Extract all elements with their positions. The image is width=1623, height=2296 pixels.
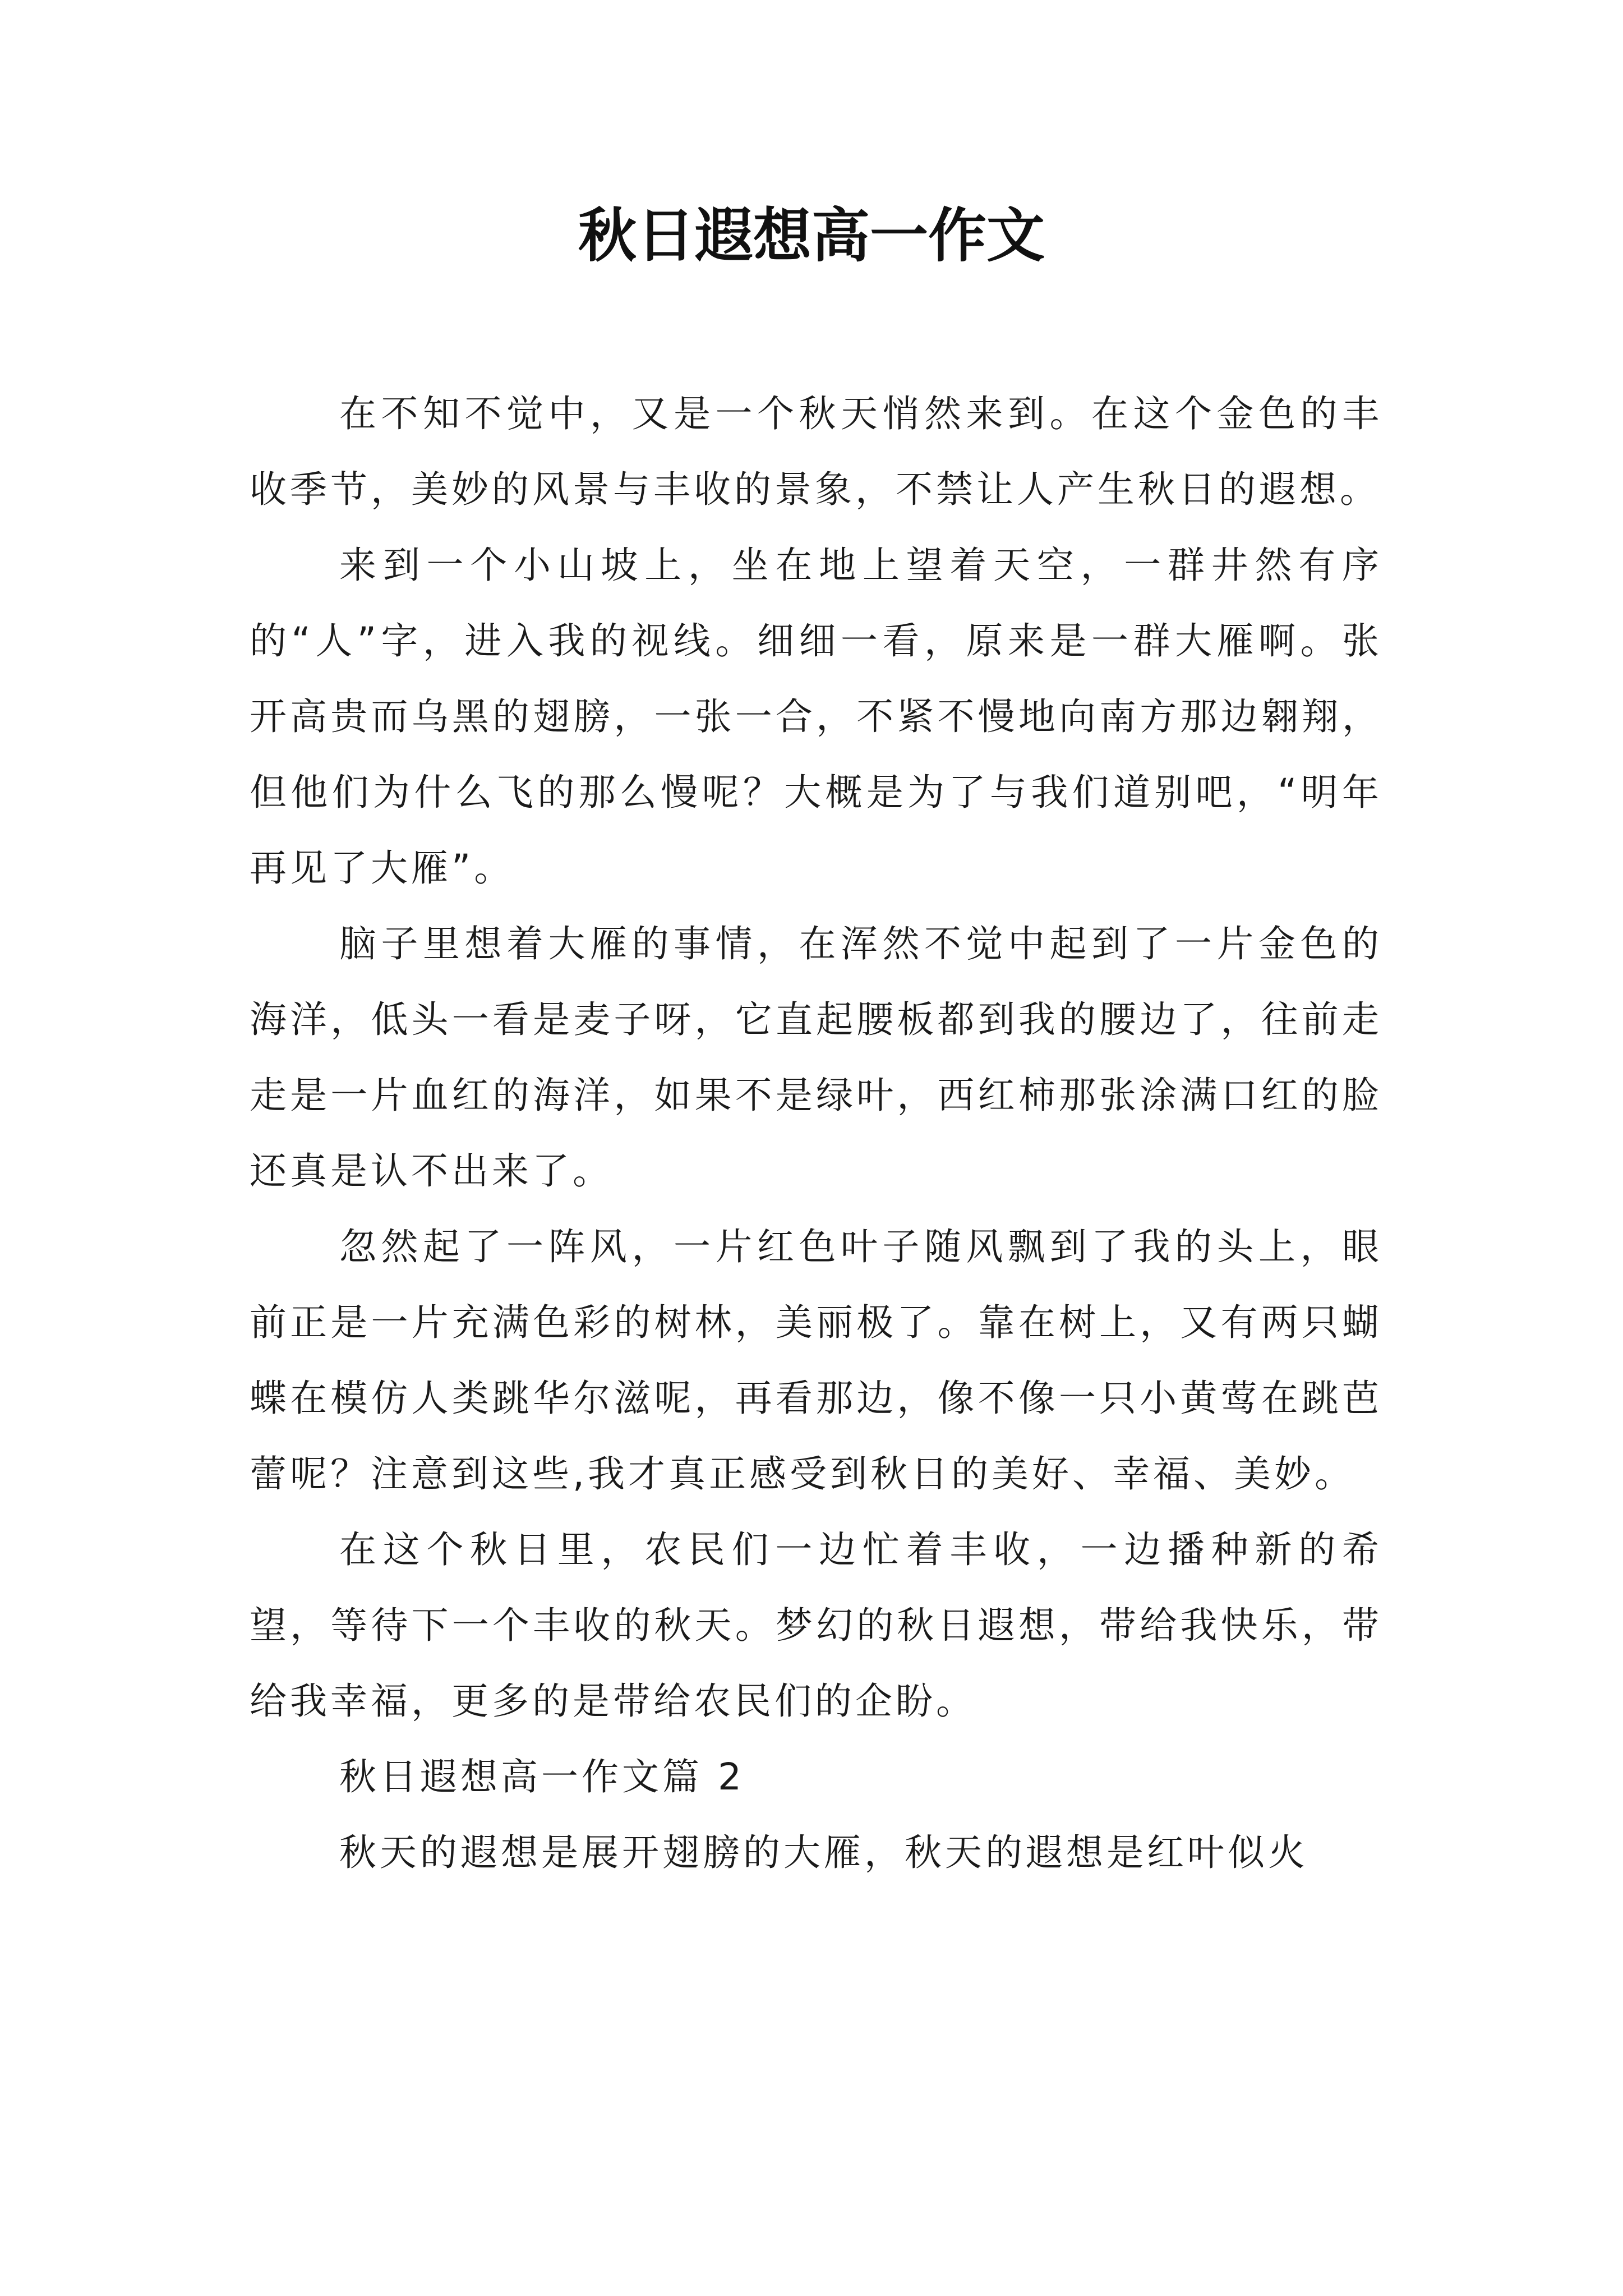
paragraph-6: 秋天的遐想是展开翅膀的大雁，秋天的遐想是红叶似火: [339, 1831, 1308, 1874]
paragraph-5: 在这个秋日里，农民们一边忙着丰收，一边播种新的希望，等待下一个丰收的秋天。梦幻的秋日遐想，带给我快乐，带给我幸福，更多的是带给农民们的企盼。: [250, 1528, 1382, 1723]
paragraph-3: 脑子里想着大雁的事情，在浑然不觉中起到了一片金色的海洋，低头一看是麦子呀，它直起腰板都到我的腰边了，往前走走是一片血红的海洋，如果不是绿叶，西红柿那张涂满口红的脸还真是认不出来了。: [250, 922, 1382, 1193]
paragraph-2: 来到一个小山坡上，坐在地上望着天空，一群井然有序的“人”字，进入我的视线。细细一看，原来是一群大雁啊。张开高贵而乌黑的翅膀，一张一合，不紧不慢地向南方那边翱翔，但他们为什么飞的那么慢呢？大概是为了与我们道别吧，“明年再见了大雁”。: [250, 544, 1382, 890]
paragraph-1: 在不知不觉中，又是一个秋天悄然来到。在这个金色的丰收季节，美妙的风景与丰收的景象，不禁让人产生秋日的遐想。: [250, 392, 1382, 511]
document-body: [250, 376, 1382, 1890]
section-subheading: 秋日遐想高一作文篇 2: [339, 1755, 745, 1798]
document-title: 秋日遐想高一作文: [578, 201, 1045, 270]
paragraph-4: 忽然起了一阵风，一片红色叶子随风飘到了我的头上，眼前正是一片充满色彩的树林，美丽极了。靠在树上，又有两只蝴蝶在模仿人类跳华尔滋呢，再看那边，像不像一只小黄莺在跳芭蕾呢？注意到这些,我才真正感受到秋日的美好、幸福、美妙。: [250, 1225, 1382, 1496]
